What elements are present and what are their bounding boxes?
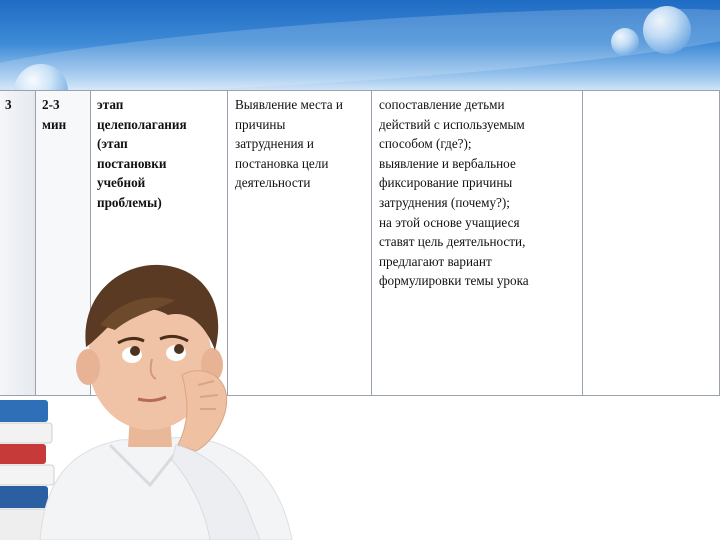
decorative-bubble: [611, 28, 639, 56]
student-action-cell: сопоставление детьми действий с используемым способом (где?); выявление и вербальное фиксирование причины затруднения (почему?); на этой основе учащиеся ставят цель деятельности, предлагают вариант формулировки темы урока: [372, 91, 583, 395]
notes-cell: [583, 91, 720, 395]
stage-cell: этап целеполагания (этап постановки учебной проблемы): [91, 91, 228, 395]
thinking-boy-illustration: [0, 255, 300, 540]
teacher-action-cell: Выявление места и причины затруднения и постановка цели деятельности: [228, 91, 372, 395]
row-number-cell: 3: [0, 91, 36, 395]
decorative-bubble: [643, 6, 691, 54]
duration-cell: 2-3 мин: [36, 91, 91, 395]
